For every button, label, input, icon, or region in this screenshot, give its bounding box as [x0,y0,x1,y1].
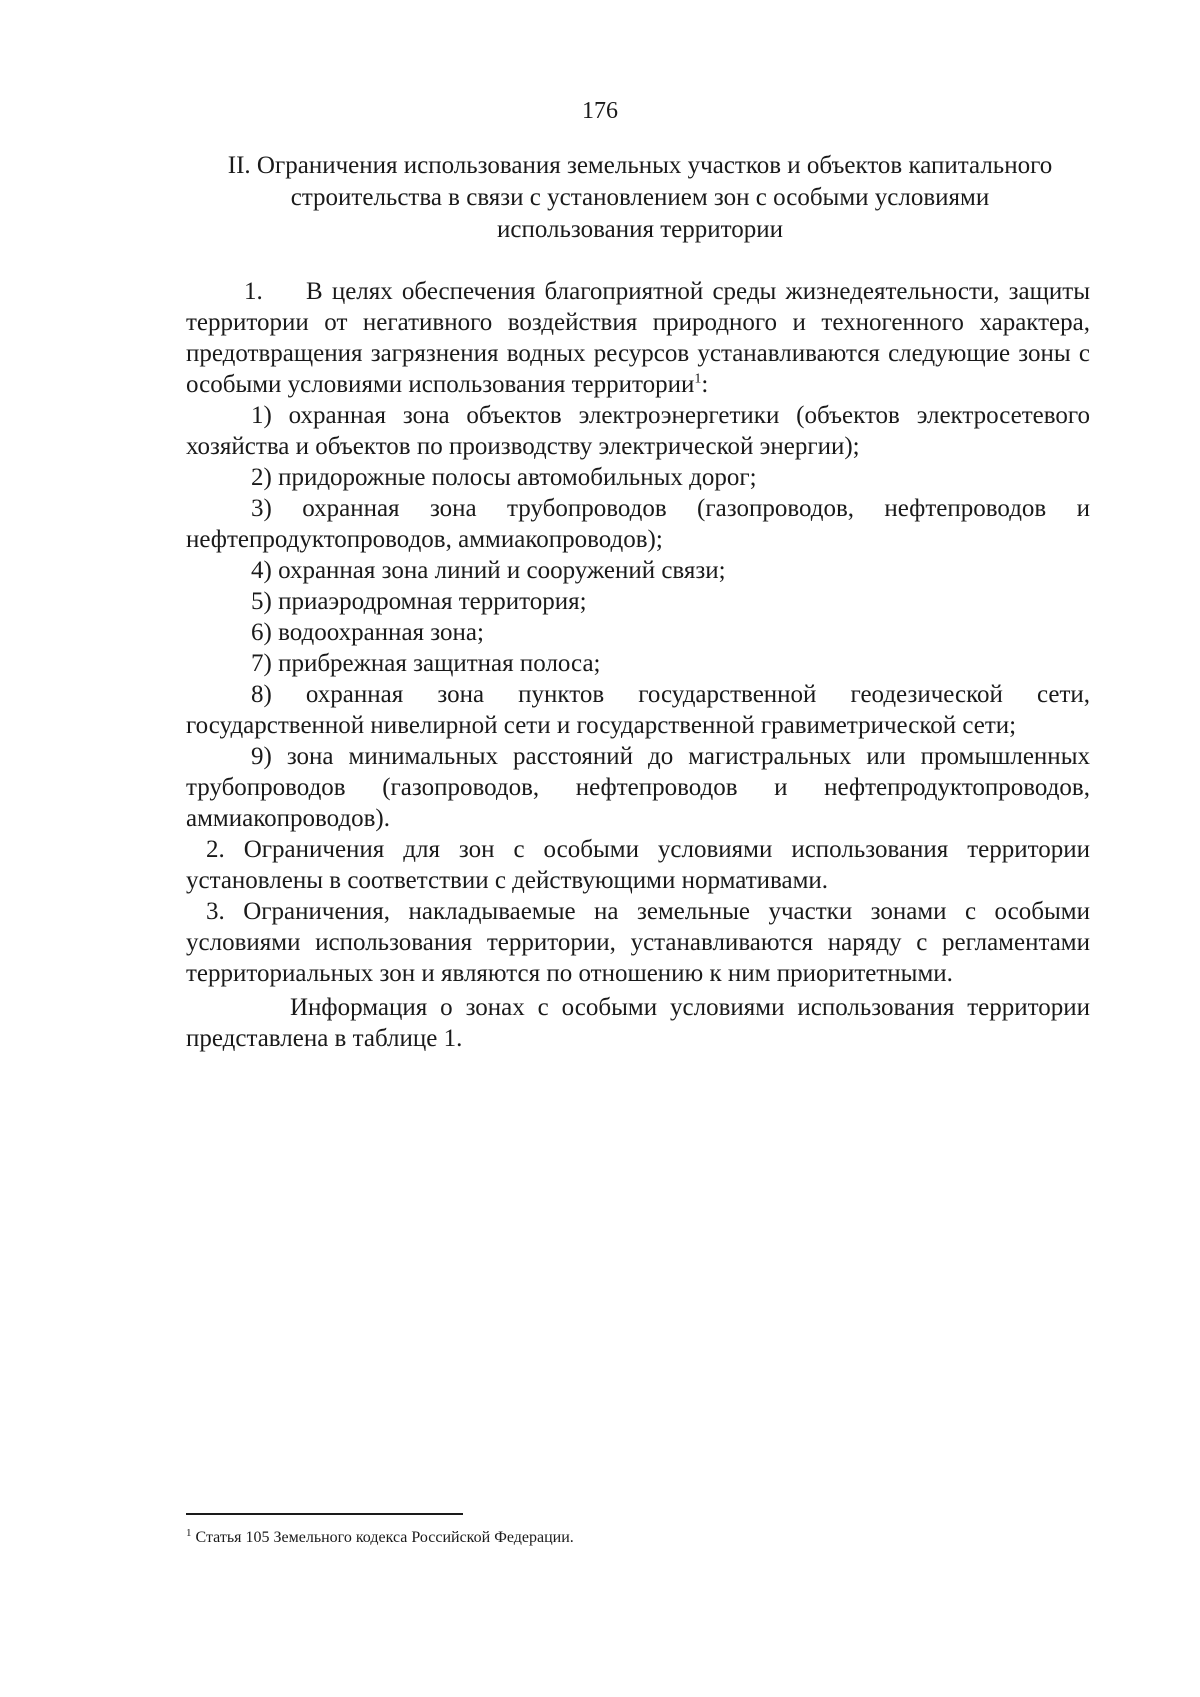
footnote-separator [186,1513,463,1515]
heading-line: строительства в связи с установлением зон с особыми условиями [290,184,990,211]
intro-text: В целях обеспечения благоприятной среды жизнедеятельности, защиты территории от негативного воздействия природного и техногенного характера, предотвращения загрязнения водных ресурсов устанавливаются следующие зоны с особыми условиями использования территории [186,278,1090,398]
list-item: 4) охранная зона линий и сооружений связи; [251,557,726,584]
paragraph-3: 3. Ограничения, накладываемые на земельные участки зонами с особыми условиями использования территории, устанавливаются наряду с регламентами территориальных зон и являются по отношению к ним приоритетными. [186,898,1090,987]
footnote [186,1528,886,1548]
intro-text-end: : [701,371,709,398]
intro-paragraph [186,276,1090,400]
document-body [186,276,1090,1054]
list-item: 5) приаэродромная территория; [251,588,587,615]
page-number: 176 [582,98,618,124]
list-item: 7) прибрежная защитная полоса; [251,650,601,677]
section-heading [180,150,1100,246]
intro-number: 1. [244,278,263,305]
list-item: 2) придорожные полосы автомобильных дорог; [251,464,757,491]
footnote-mark: 1 [186,1526,192,1539]
info-paragraph: Информация о зонах с особыми условиями использования территории представлена в таблице 1. [186,994,1090,1052]
paragraph-2: 2. Ограничения для зон с особыми условиями использования территории установлены в соответствии с действующими нормативами. [186,836,1090,894]
list-item: 9) зона минимальных расстояний до магистральных или промышленных трубопроводов (газопроводов, нефтепроводов и нефтепродуктопроводов, аммиакопроводов). [186,743,1090,832]
heading-line: использования территории [497,216,783,243]
list-item: 8) охранная зона пунктов государственной геодезической сети, государственной нивелирной сети и государственной гравиметрической сети; [186,681,1090,739]
list-item: 3) охранная зона трубопроводов (газопроводов, нефтепроводов и нефтепродуктопроводов, аммиакопроводов); [186,495,1090,553]
footnote-text: Статья 105 Земельного кодекса Российской Федерации. [195,1529,574,1546]
list-item: 6) водоохранная зона; [251,619,484,646]
heading-line: II. Ограничения использования земельных участков и объектов капитального [227,152,1053,179]
footnote-reference: 1 [694,371,702,387]
list-item: 1) охранная зона объектов электроэнергетики (объектов электросетевого хозяйства и объектов по производству электрической энергии); [186,402,1090,460]
